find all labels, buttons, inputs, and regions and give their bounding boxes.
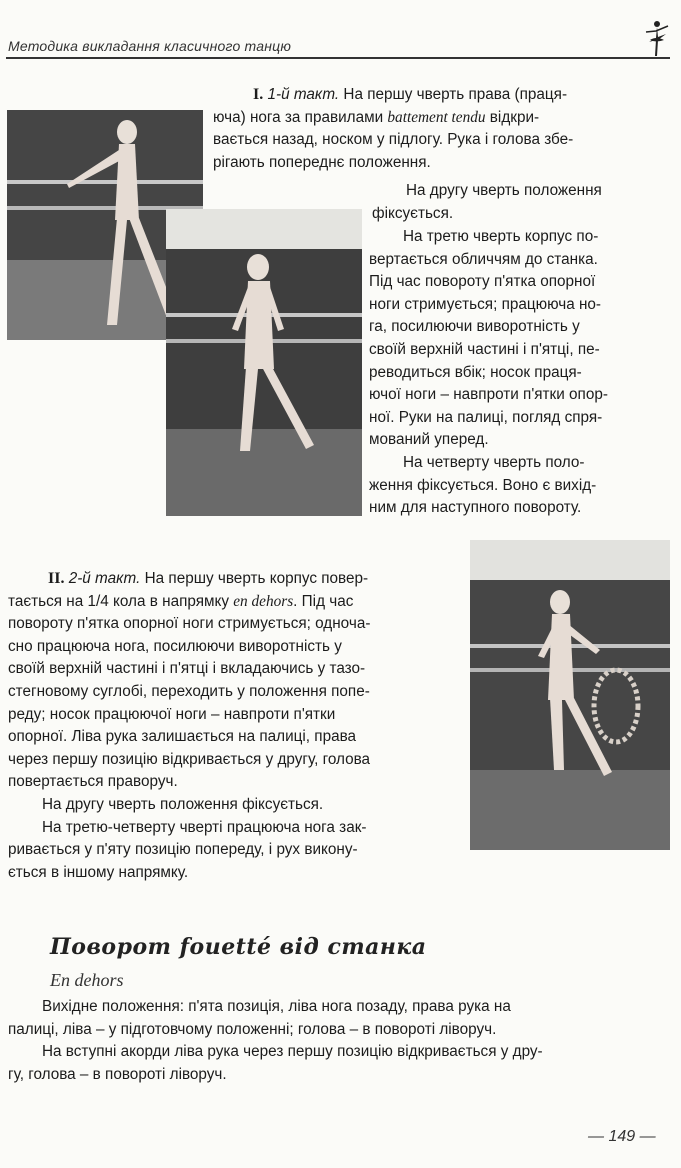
section-1-p3-line: га, посилюючи виворотність у [369,318,580,336]
section-heading: Поворот fouetté від станка [50,934,427,960]
section-1-p3-line: ної. Руки на палиці, погляд спря- [369,408,603,426]
section-subheading: En dehors [50,970,124,990]
photo-ballet-pose-2 [166,209,362,516]
section-2-line: опорної. Ліва рука залишається на палиці, права [8,728,357,746]
section-1-p3 [369,226,667,520]
term-battement-tendu: battement tendu [387,108,486,126]
section-3-body [8,996,668,1086]
section-2-p3-line: ривається у п'яту позицію попереду, і рух викону- [8,841,358,859]
section-1-p3-line: своїй верхній частині і п'ятці, пе- [369,340,600,358]
section-2-line-1: На першу чверть корпус повер- [140,570,369,587]
section-2-line-2-end: . Під час [293,592,354,610]
section-1-beat: 1-й такт. [267,86,340,103]
section-2-line: повороту п'ятка опорної ноги стримується; одноча- [8,615,371,633]
section-3-p2-line: гу, голова – в повороті ліворуч. [8,1065,227,1083]
section-3-p1-line: палиці, ліва – у підготовчому положенні; голова – в повороті ліворуч. [8,1020,497,1038]
section-1-p2 [372,180,667,225]
section-2-line: реду; носок працюючої ноги – навпроти п'ятки [8,705,336,723]
section-2-beat: 2-й такт. [68,570,141,587]
section-1-line-2: юча) нога за правилами [213,108,388,126]
section-1-intro [213,84,667,174]
section-1-line-1: На першу чверть права (праця- [339,86,568,103]
section-1-p2-line-1: На другу чверть положення [406,182,602,199]
section-2-line-2: тається на 1/4 кола в напрямку [8,592,234,610]
section-2-p3-line: ється в іншому напрямку. [8,863,189,881]
section-1-line-2-end: відкри- [485,108,540,126]
section-1-line-3: вається назад, носком у підлогу. Рука і голова збе- [213,131,574,149]
page-number: — 149 — [588,1128,656,1145]
section-1-p3-line: Під час повороту п'ятка опорної [369,273,596,291]
section-2 [8,568,460,884]
section-1-p3-line: ючої ноги – навпроти п'ятки опор- [369,386,608,404]
section-1-p4-line: На четверту чверть поло- [403,453,585,471]
section-1-line-4: рігають попереднє положення. [213,153,431,171]
section-2-p2: На другу чверть положення фіксується. [42,795,324,813]
section-2-label: II. [48,570,65,587]
section-2-line: через першу позицію відкривається у другу, голова [8,750,371,768]
photo-ballet-pose-3 [470,540,670,850]
section-2-p3-line: На третю-четверту чверті працююча нога зак- [42,818,367,836]
section-2-line: своїй верхній частині і п'ятці і вкладаючись у тазо- [8,660,366,678]
term-en-dehors: en dehors [233,592,294,610]
section-2-line: повертається праворуч. [8,773,178,791]
section-3-p1-line: Вихідне положення: п'ята позиція, ліва нога позаду, права рука на [42,998,511,1015]
section-2-line: стегновому суглобі, переходить у положення попе- [8,682,370,700]
section-3-p2-line: На вступні акорди ліва рука через першу позицію відкривається у дру- [42,1043,543,1061]
ballerina-icon [640,18,672,60]
section-1-p4-line: ним для наступного повороту. [369,499,582,517]
section-2-line: сно працююча нога, посилюючи виворотність у [8,637,342,655]
section-1-label: I. [253,86,264,103]
section-1-p4-line: ження фіксується. Воно є вихід- [369,476,597,494]
section-1-p3-line: вертається обличчям до станка. [369,250,598,268]
section-1-p3-line: реводиться вбік; носок праця- [369,363,582,381]
section-1-p3-line: мований уперед. [369,431,489,449]
running-header: Методика викладання класичного танцю [8,38,292,54]
header-rule [6,57,670,59]
section-1-p3-line: На третю чверть корпус по- [403,228,599,245]
section-1-p3-line: ноги стримується; працююча но- [369,295,602,313]
section-1-p2-line-2: фіксується. [372,204,454,222]
